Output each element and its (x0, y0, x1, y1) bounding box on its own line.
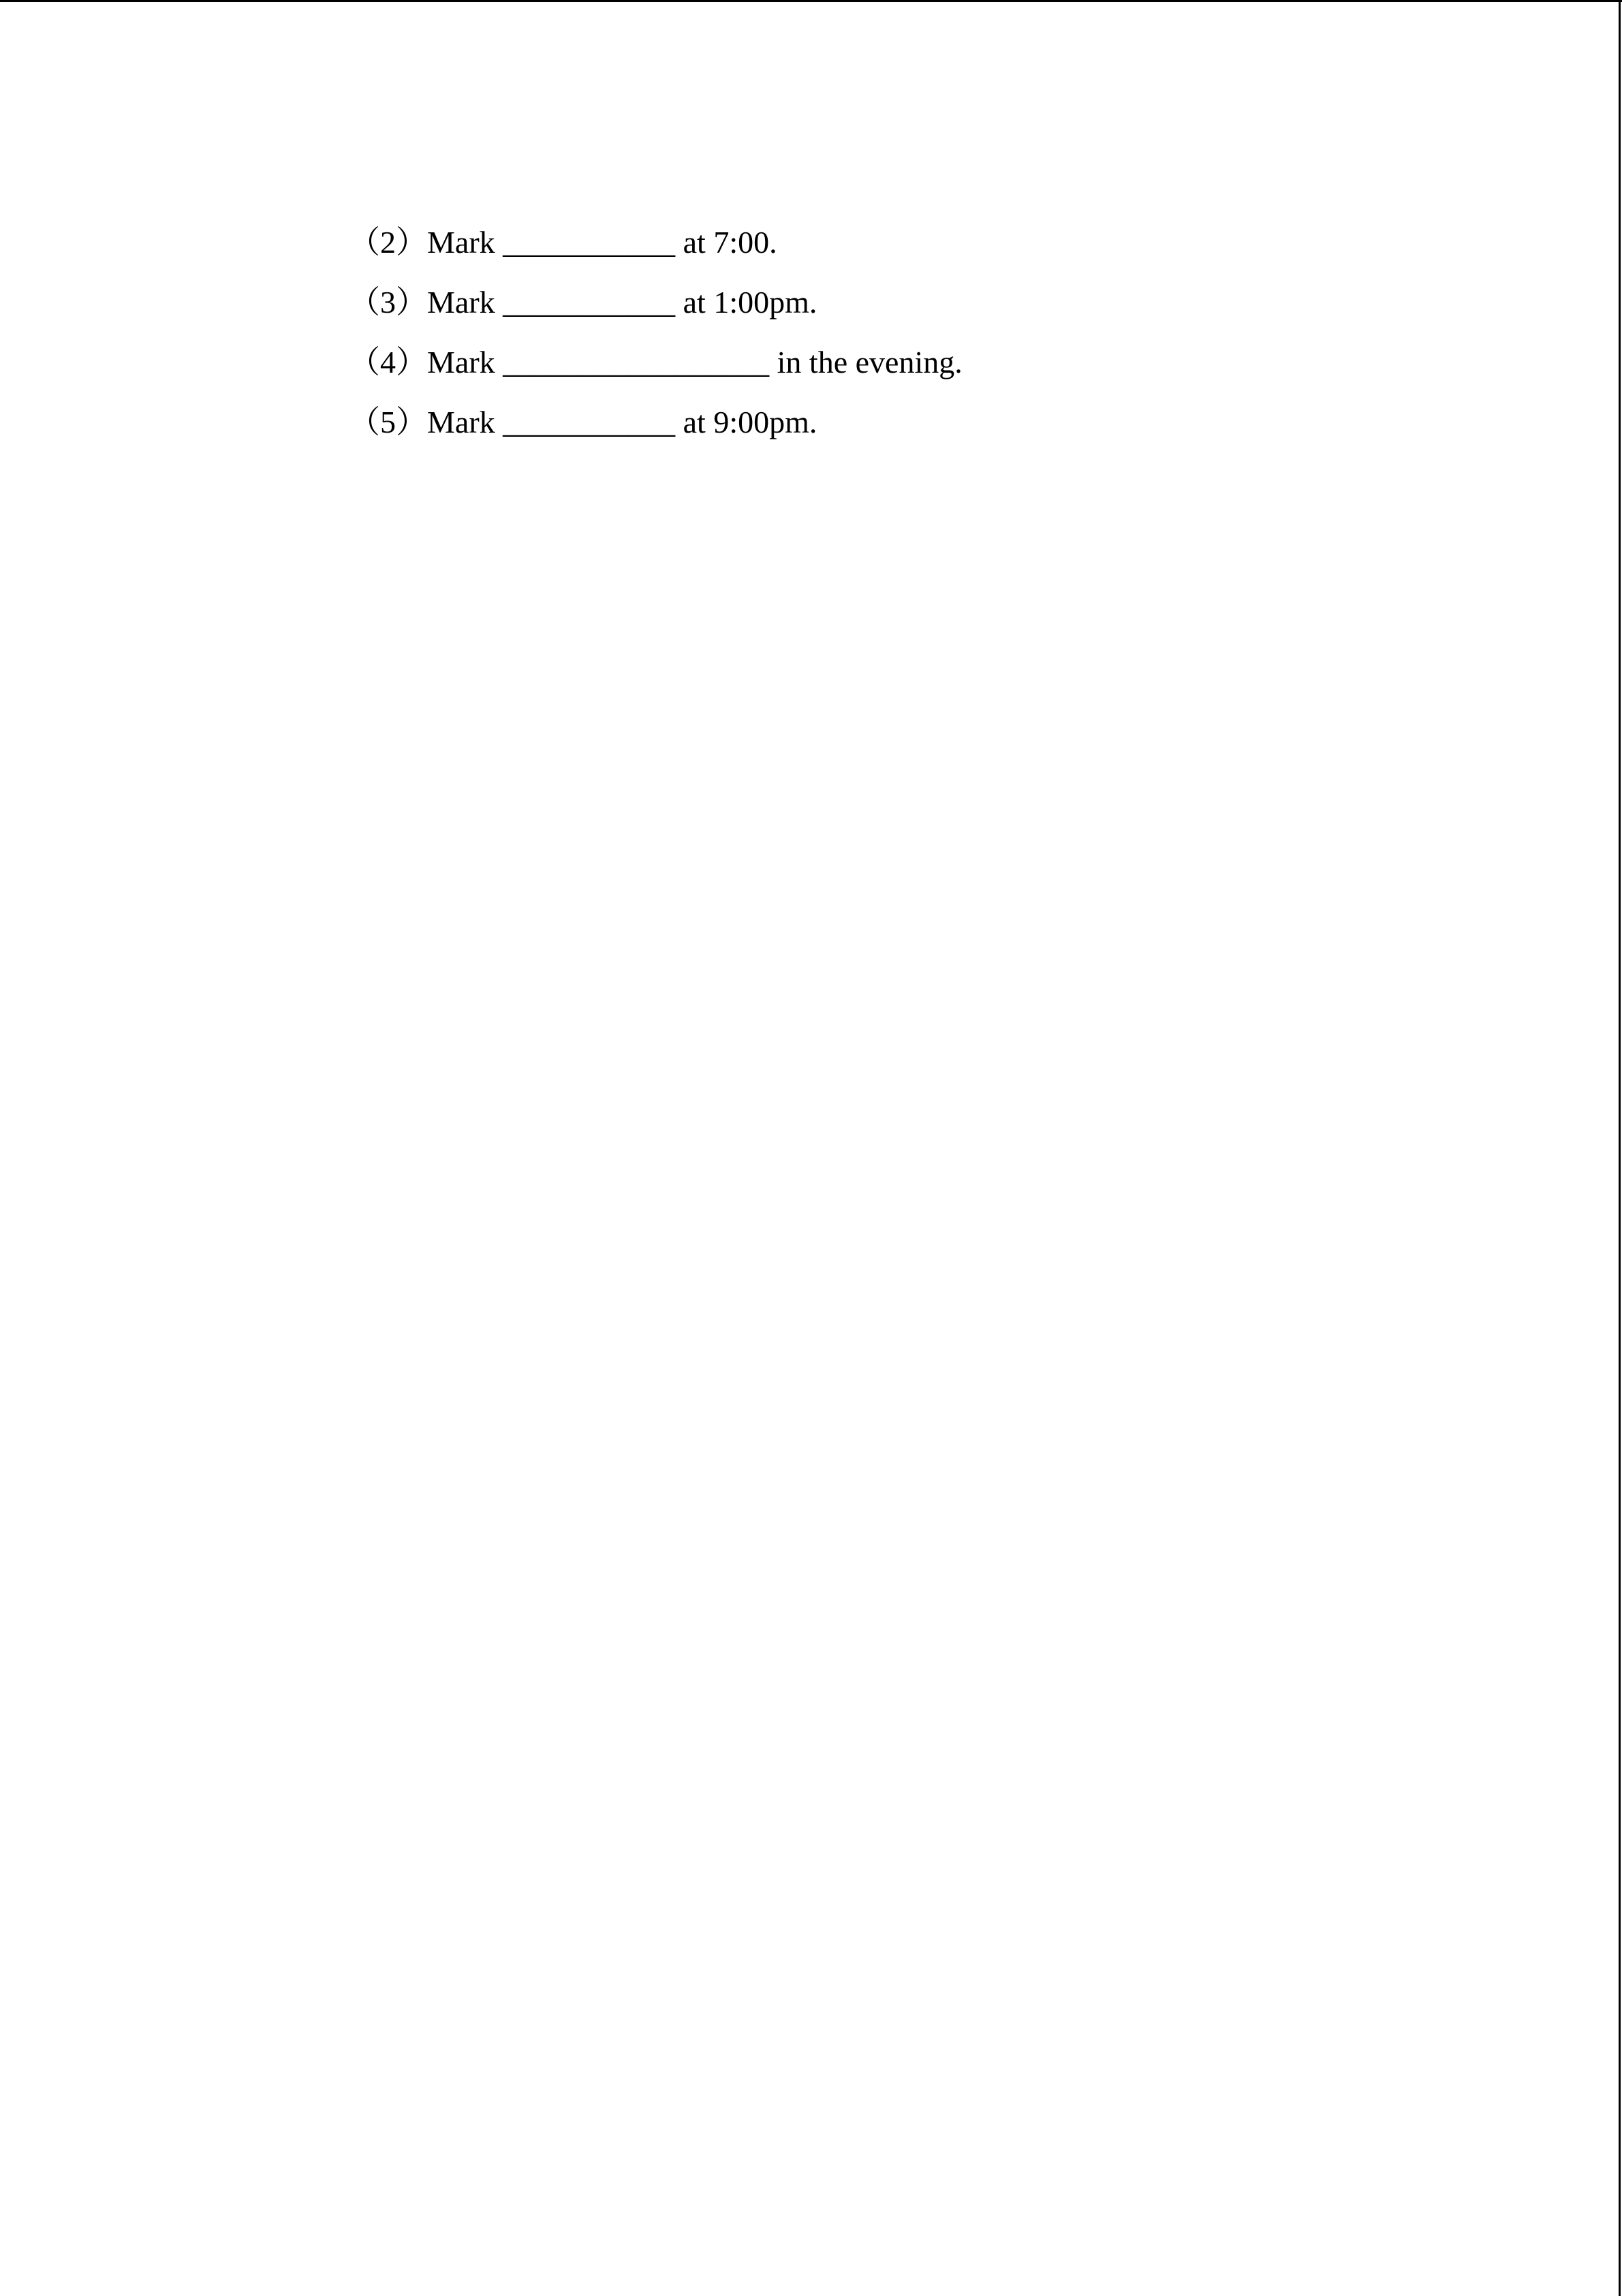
item-number: （3） (349, 285, 427, 320)
exercise-item-5 (349, 392, 963, 452)
exercise-text: Mark ___________ at 9:00pm. (427, 405, 817, 439)
exercise-text: Mark _________________ in the evening. (427, 345, 963, 379)
item-number: （2） (349, 225, 427, 260)
page-edge-line (1619, 2, 1621, 2296)
exercise-list (349, 213, 963, 452)
exercise-item-2 (349, 213, 963, 273)
item-number: （5） (349, 405, 427, 439)
exercise-item-4 (349, 332, 963, 392)
exercise-item-3 (349, 273, 963, 332)
item-number: （4） (349, 345, 427, 379)
exercise-text: Mark ___________ at 7:00. (427, 225, 777, 260)
exercise-text: Mark ___________ at 1:00pm. (427, 285, 817, 320)
